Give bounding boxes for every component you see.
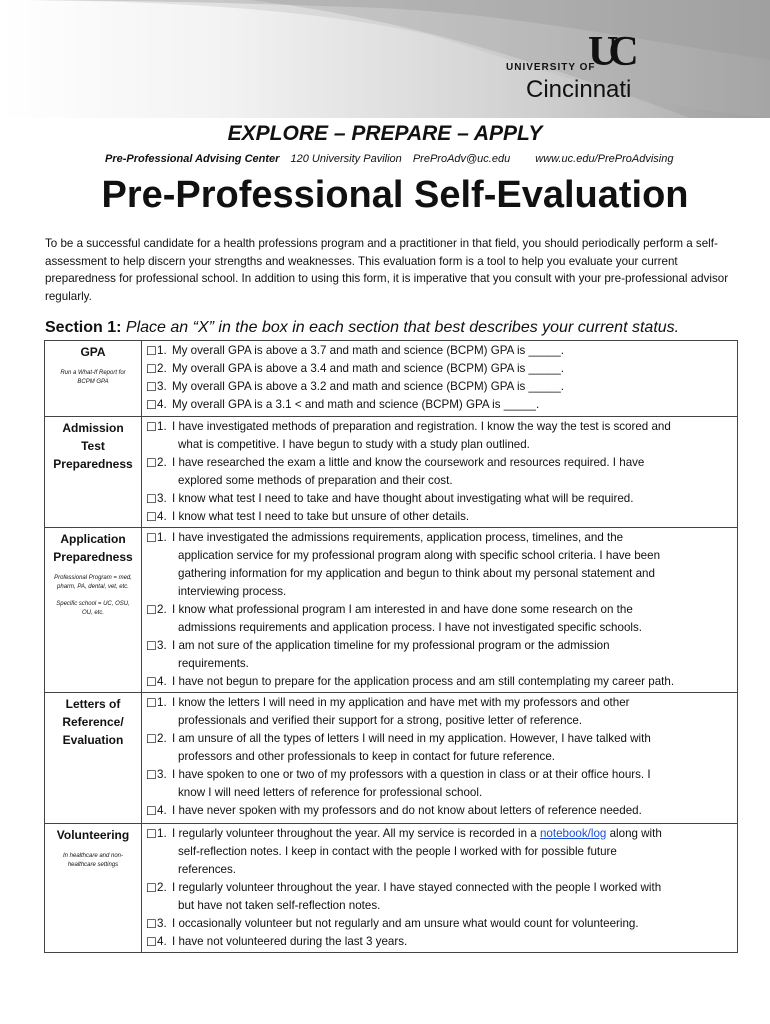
option-text: I know what test I need to take and have thought about investigating what will be required. xyxy=(172,492,634,505)
option-text-continued: professors and other professionals to keep in contact for future reference. xyxy=(178,750,556,763)
option-number: 2. xyxy=(157,881,167,894)
center-location: 120 University Pavilion xyxy=(290,153,402,165)
checkbox-icon[interactable]: ☐ xyxy=(146,456,157,470)
category-note: In healthcare and non-healthcare settings xyxy=(62,853,124,868)
option-text: I occasionally volunteer but not regularly and am unsure what would count for volunteering. xyxy=(172,917,639,930)
category-name: Volunteering xyxy=(56,828,130,842)
category-cell xyxy=(45,824,142,953)
center-name: Pre-Professional Advising Center xyxy=(105,153,280,165)
options-cell xyxy=(142,341,738,417)
option-number: 1. xyxy=(157,827,167,840)
category-note: Run a What-If Report for BCPM GPA xyxy=(60,370,126,385)
option-text: I have spoken to one or two of my professors with a question in class or at their office hours. I xyxy=(172,768,651,781)
option-text-continued: what is competitive. I have begun to study with a study plan outlined. xyxy=(178,438,530,451)
checkbox-icon[interactable]: ☐ xyxy=(146,639,157,653)
option-text-continued: know I will need letters of reference for professional school. xyxy=(178,786,483,799)
tagline: EXPLORE – PREPARE – APPLY xyxy=(227,122,543,145)
checkbox-icon[interactable]: ☐ xyxy=(146,675,157,689)
option-number: 4. xyxy=(157,935,167,948)
option-text-continued: requirements. xyxy=(178,657,249,670)
option-text: My overall GPA is above a 3.2 and math and science (BCPM) GPA is _____. xyxy=(172,380,565,393)
option-number: 2. xyxy=(157,603,167,616)
checkbox-icon[interactable]: ☐ xyxy=(146,531,157,545)
option-text: I know what professional program I am interested in and have done some research on the xyxy=(172,603,633,616)
contact-line xyxy=(105,153,681,165)
option-text: I have never spoken with my professors and do not know about letters of reference needed. xyxy=(172,804,642,817)
checkbox-icon[interactable]: ☐ xyxy=(146,827,157,841)
option-row[interactable] xyxy=(146,730,737,748)
category-name: Admission Test Preparedness xyxy=(53,421,133,471)
option-row[interactable] xyxy=(146,825,737,843)
option-number: 1. xyxy=(157,344,167,357)
center-website: www.uc.edu/PreProAdvising xyxy=(535,153,674,165)
section-heading xyxy=(45,319,679,337)
option-row[interactable] xyxy=(146,342,737,360)
header-banner xyxy=(0,0,770,118)
option-number: 2. xyxy=(157,732,167,745)
checkbox-icon[interactable]: ☐ xyxy=(146,362,157,376)
category-cell xyxy=(45,528,142,693)
category-name: Application Preparedness xyxy=(53,532,133,564)
option-number: 4. xyxy=(157,398,167,411)
checkbox-icon[interactable]: ☐ xyxy=(146,420,157,434)
option-text: My overall GPA is above a 3.4 and math and science (BCPM) GPA is _____. xyxy=(172,362,565,375)
section-instruction: Place an “X” in the box in each section that best describes your current status. xyxy=(125,319,680,336)
option-number: 4. xyxy=(157,675,167,688)
evaluation-table xyxy=(44,340,738,953)
option-text: My overall GPA is a 3.1 < and math and science (BCPM) GPA is _____. xyxy=(172,398,540,411)
option-number: 3. xyxy=(157,917,167,930)
option-text-continued: self-reflection notes. I keep in contact with the people I worked with for possible future xyxy=(178,845,617,858)
checkbox-icon[interactable]: ☐ xyxy=(146,768,157,782)
option-text-continued: professionals and verified their support for a strong, positive letter of reference. xyxy=(178,714,583,727)
category-name: GPA xyxy=(80,345,106,359)
options-cell xyxy=(142,824,738,953)
page-title: Pre-Professional Self-Evaluation xyxy=(101,174,689,216)
option-row[interactable] xyxy=(146,490,737,508)
option-number: 2. xyxy=(157,456,167,469)
intro-paragraph: To be a successful candidate for a health professions program and a practitioner in that field, you should periodically perform a self-assessment to help discern your strengths and weaknesses. This evaluation form is a tool to help you evaluate your current preparedness for professional school. In addition to using this form, it is imperative that you consult with your pre-professional advisor regularly. xyxy=(45,237,729,303)
option-row[interactable] xyxy=(146,879,737,897)
option-row[interactable] xyxy=(146,360,737,378)
center-email: PreProAdv@uc.edu xyxy=(412,153,511,165)
option-number: 1. xyxy=(157,531,167,544)
option-row[interactable] xyxy=(146,378,737,396)
checkbox-icon[interactable]: ☐ xyxy=(146,881,157,895)
option-number: 3. xyxy=(157,639,167,652)
option-row[interactable] xyxy=(146,673,737,691)
category-row xyxy=(45,341,738,417)
option-row[interactable] xyxy=(146,915,737,933)
university-of-label: UNIVERSITY OF xyxy=(506,62,596,73)
option-row[interactable] xyxy=(146,601,737,619)
option-text-continued: admissions requirements and application process. I have not investigated specific schools. xyxy=(178,621,642,634)
category-cell xyxy=(45,693,142,824)
university-name: Cincinnati xyxy=(526,76,632,103)
checkbox-icon[interactable]: ☐ xyxy=(146,492,157,506)
option-number: 1. xyxy=(157,420,167,433)
option-row[interactable] xyxy=(146,933,737,951)
checkbox-icon[interactable]: ☐ xyxy=(146,398,157,412)
section-label: Section 1: xyxy=(45,319,122,336)
category-row xyxy=(45,528,738,693)
option-text: I know the letters I will need in my application and have met with my professors and other xyxy=(172,696,630,709)
option-text: I have investigated methods of preparation and registration. I know the way the test is scored and xyxy=(172,420,671,433)
option-text: I have not volunteered during the last 3 years. xyxy=(172,935,408,948)
option-text: I have investigated the admissions requirements, application process, timelines, and the xyxy=(172,531,624,544)
option-row[interactable] xyxy=(146,694,737,712)
option-row[interactable] xyxy=(146,637,737,655)
checkbox-icon[interactable]: ☐ xyxy=(146,344,157,358)
option-row[interactable] xyxy=(146,766,737,784)
uc-logo-mark: UC xyxy=(588,29,629,75)
options-cell xyxy=(142,693,738,824)
option-number: 1. xyxy=(157,696,167,709)
option-number: 4. xyxy=(157,804,167,817)
category-note: Specific school = UC, OSU, OU, etc. xyxy=(56,601,130,616)
category-note: Professional Program = med, pharm, PA, dental, vet, etc. xyxy=(54,575,132,590)
option-text-continued: gathering information for my application and begun to think about my personal statement and xyxy=(178,567,655,580)
option-row[interactable] xyxy=(146,396,737,414)
option-number: 4. xyxy=(157,510,167,523)
checkbox-icon[interactable]: ☐ xyxy=(146,510,157,524)
option-text: I regularly volunteer throughout the year. I have stayed connected with the people I worked with xyxy=(172,881,662,894)
checkbox-icon[interactable]: ☐ xyxy=(146,804,157,818)
checkbox-icon[interactable]: ☐ xyxy=(146,696,157,710)
options-cell xyxy=(142,528,738,693)
category-row xyxy=(45,693,738,824)
option-text: My overall GPA is above a 3.7 and math and science (BCPM) GPA is _____. xyxy=(172,344,565,357)
option-row[interactable] xyxy=(146,454,737,472)
option-text: I know what test I need to take but unsure of other details. xyxy=(172,510,470,523)
option-number: 2. xyxy=(157,362,167,375)
checkbox-icon[interactable]: ☐ xyxy=(146,917,157,931)
option-row[interactable] xyxy=(146,418,737,436)
options-cell xyxy=(142,417,738,528)
option-text: I am not sure of the application timeline for my professional program or the admission xyxy=(172,639,610,652)
option-number: 3. xyxy=(157,492,167,505)
option-row[interactable] xyxy=(146,802,737,820)
option-row[interactable] xyxy=(146,508,737,526)
option-text-continued: references. xyxy=(178,863,236,876)
option-number: 3. xyxy=(157,380,167,393)
option-number: 3. xyxy=(157,768,167,781)
option-text-continued: interviewing process. xyxy=(178,585,287,598)
category-cell xyxy=(45,341,142,417)
category-row xyxy=(45,417,738,528)
university-logo xyxy=(500,28,660,108)
option-text: I have not begun to prepare for the application process and am still contemplating my career path. xyxy=(172,675,675,688)
notebook-log-link[interactable]: notebook/log xyxy=(539,827,607,840)
category-row xyxy=(45,824,738,953)
option-text: I am unsure of all the types of letters I will need in my application. However, I have talked with xyxy=(172,732,651,745)
checkbox-icon[interactable]: ☐ xyxy=(146,732,157,746)
option-text: I have researched the exam a little and know the coursework and resources required. I have xyxy=(172,456,645,469)
option-text-continued: but have not taken self-reflection notes. xyxy=(178,899,381,912)
checkbox-icon[interactable]: ☐ xyxy=(146,380,157,394)
option-text-continued: explored some methods of preparation and their cost. xyxy=(178,474,453,487)
option-text: I regularly volunteer throughout the year. All my service is recorded in a notebook/log along with xyxy=(172,827,662,840)
option-text-continued: application service for my professional program along with specific school criteria. I have been xyxy=(178,549,661,562)
category-name: Letters of Reference/ Evaluation xyxy=(62,697,124,747)
checkbox-icon[interactable]: ☐ xyxy=(146,603,157,617)
checkbox-icon[interactable]: ☐ xyxy=(146,935,157,949)
category-cell xyxy=(45,417,142,528)
option-row[interactable] xyxy=(146,529,737,547)
